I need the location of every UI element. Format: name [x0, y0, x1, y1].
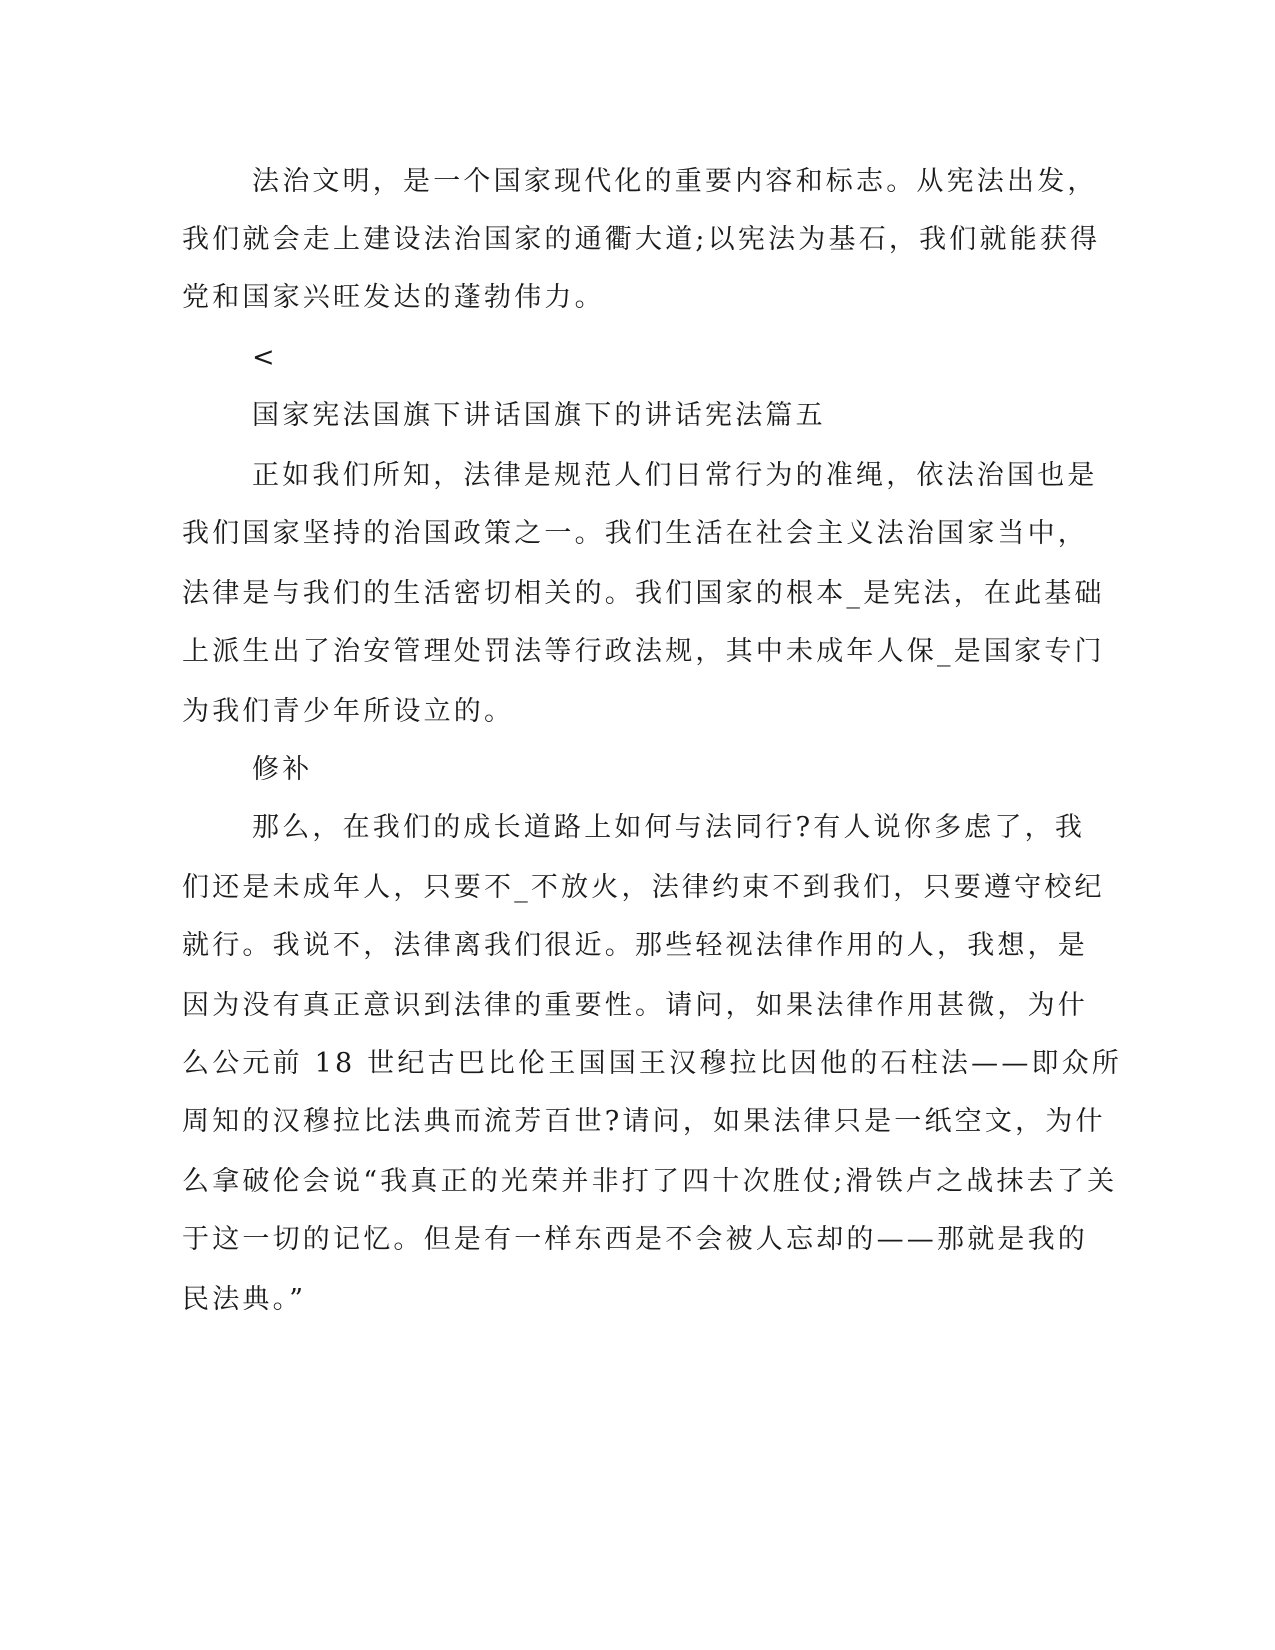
- text-line: 那么，在我们的成长道路上如何与法同行?有人说你多虑了，我: [252, 812, 1086, 843]
- text-line: 于这一切的记忆。但是有一样东西是不会被人忘却的——那就是我的: [182, 1224, 1088, 1255]
- text-line: 法律是与我们的生活密切相关的。我们国家的根本_是宪法，在此基础: [182, 578, 1105, 609]
- text-line: 党和国家兴旺发达的蓬勃伟力。: [182, 282, 605, 313]
- text-line: 法治文明，是一个国家现代化的重要内容和标志。从宪法出发，: [252, 166, 1098, 197]
- text-line: 我们就会走上建设法治国家的通衢大道;以宪法为基石，我们就能获得: [182, 224, 1101, 255]
- section-heading: 国家宪法国旗下讲话国旗下的讲话宪法篇五: [252, 400, 826, 431]
- text-line: 我们国家坚持的治国政策之一。我们生活在社会主义法治国家当中，: [182, 518, 1088, 549]
- text-line: 么拿破伦会说“我真正的光荣并非打了四十次胜仗;滑铁卢之战抹去了关: [182, 1166, 1118, 1197]
- text-line: <: [252, 342, 278, 373]
- text-line: 么公元前 18 世纪古巴比伦王国国王汉穆拉比因他的石柱法——即众所: [182, 1048, 1123, 1079]
- text-line: 因为没有真正意识到法律的重要性。请问，如果法律作用甚微，为什: [182, 990, 1088, 1021]
- text-line: 修补: [252, 754, 313, 785]
- text-line: 周知的汉穆拉比法典而流芳百世?请问，如果法律只是一纸空文，为什: [182, 1106, 1106, 1137]
- text-line: 就行。我说不，法律离我们很近。那些轻视法律作用的人，我想，是: [182, 930, 1088, 961]
- text-line: 正如我们所知，法律是规范人们日常行为的准绳，依法治国也是: [252, 460, 1098, 491]
- text-line: 为我们青少年所设立的。: [182, 696, 515, 727]
- text-line: 民法典。”: [182, 1284, 307, 1315]
- text-line: 们还是未成年人，只要不_不放火，法律约束不到我们，只要遵守校纪: [182, 872, 1105, 903]
- text-line: 上派生出了治安管理处罚法等行政法规，其中未成年人保_是国家专门: [182, 636, 1105, 667]
